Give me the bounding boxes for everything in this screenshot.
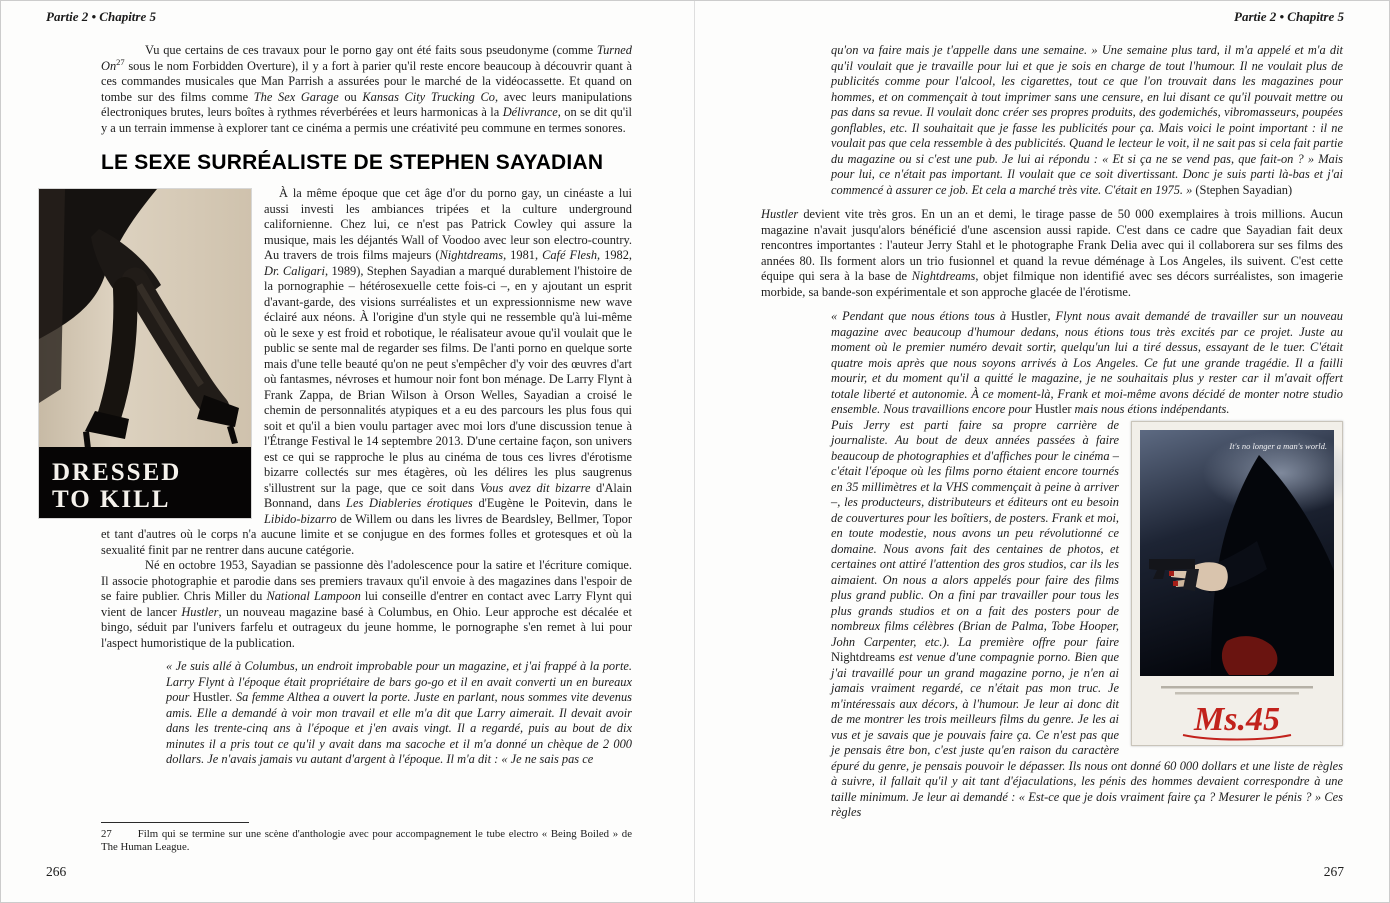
sayadian-paragraph: À la même époque que cet âge d'or du porno gay, un cinéaste a lui aussi investi les ambiances tripées et la culture underground californienne. Chez lui, ce n'est pas Patrick Cowley qui assure la musique, mais les déjantés Wall of Voodoo avec leur son electro-country. Au travers de trois films majeurs (Nightdreams, 1981, Café Flesh, 1982, Dr. Caligari, 1989), Stephen Sayadian a marqué durablement l'histoire de la pornographie – hétérosexuelle cette fois-ci –, en y ajoutant un esprit d'avant-garde, des visions surréalistes et un expressionnisme new wave éclairé aux néons. À l'origine d'un style qui ne ressemble qu'à lui-même où le sexe y est froid et robotique, le réalisateur avoue qu'il voulait que le public se sente mal de regarder ses films. De l'anti porno en quelque sorte mais d'une telle beauté qu'on ne peut s'empêcher d'y voir des œuvres d'art où fantasmes, névroses et humour noir font bon ménage. De Larry Flynt à Frank Zappa, de Brian Wilson à Orson Welles, Sayadian a croisé le chemin de personnalités atypiques et a eu des parcours les plus fous qui soit et qu'il a bien voulu partager avec moi lors d'une discussion tenue à l'Étrange Festival le 14 septembre 2013. D'une certaine façon, son univers est ce qui se rapproche le plus au cinéma de tous ces livres d'érotisme bizarre collectés sur mes étagères, où les délires les plus saugrenus s'illustrent sur la page, que ce soit dans Vous avez dit bizarre d'Alain Bonnand, dans Les Diableries érotiques d'Eugène le Poitevin, dans le Libido-bizarro de Willem ou dans les livres de Beardsley, Bellmer, Topor et tant d'autres où le corps n'a aucune limite et se conjugue en des formes folles et grotesques et où la sexualité finit par ne rentrer dans aucune catégorie. <box>101 186 633 557</box>
poster-title-ms45: Ms.45 <box>1194 700 1280 738</box>
quote-text: « Je suis allé à Columbus, un endroit improbable pour un magazine, et j'ai frappé à la porte. Larry Flynt à l'époque était propriétaire de bars go-go et il en avait converti un en bureaux pour Hustler. Sa femme Althea a ouvert la porte. Juste en parlant, nous sommes vite devenus amis. Elle a demandé à voir mon travail et elle m'a dit que Larry aimerait. Il devait avoir dans les trente-cinq ans à l'époque et j'en avais vingt. Il a regardé, puis au bout de dix minutes il a pris tout ce qu'il y avait dans ma sacoche et il m'a donné un chèque de 2 000 dollars. Je n'avais jamais vu autant d'argent à l'époque. Il m'a dit : « Je ne sais pas ce <box>166 659 632 766</box>
hustler-paragraph: Hustler devient vite très gros. En un an et demi, le tirage passe de 50 000 exemplaires à trois millions. Aucun magazine n'avait jusqu'alors bénéficié d'une ascension aussi rapide. C'est dans ce cadre que Sayadian fait deux rencontres importantes : l'auteur Jerry Stahl et le photographe Frank Delia avec qui il collaborera sur ses films des années 80. Ils forment alors un trio fusionnel et quand la revue déménage à Los Angeles, ils suivent. C'est cette équipe qui sera à la base de Nightdreams, objet filmique non identifié avec ses décors surréalistes, son imagerie morbide, sa bande-son expérimentale et son approche glacée de l'érotisme. <box>761 207 1343 299</box>
poster-ms45 <box>1131 421 1343 746</box>
right-page-body <box>761 43 1343 821</box>
sayadian-quote-2 <box>831 309 1343 821</box>
dressed-to-kill-poster-image <box>39 189 251 518</box>
page-number-right: 267 <box>1323 864 1344 879</box>
sayadian-quote-1 <box>166 659 632 768</box>
bio-paragraph: Né en octobre 1953, Sayadian se passionne dès l'adolescence pour la satire et l'écriture comique. Il associe photographie et parodie dans ses premiers travaux qu'il envoie à des magazines dans l'espoir de se faire publier. Chris Miller du National Lampoon lui conseille d'entrer en contact avec Larry Flynt qui vient de lancer Hustler, un nouveau magazine basé à Columbus, en Ohio. Leur approche est décalée et bingo, séduit par l'univers farfelu et outrageux du jeune homme, le pornographe s'en remet à lui pour l'aspect humoristique de la publication. <box>101 558 632 650</box>
footnote-number: 27 <box>101 827 112 840</box>
poster-dressed-to-kill <box>39 189 251 518</box>
page-number-left: 266 <box>46 864 67 879</box>
running-head-left: Partie 2 • Chapitre 5 <box>46 9 156 24</box>
intro-paragraph: Vu que certains de ces travaux pour le porno gay ont été faits sous pseudonyme (comme Turned On$^{27}$ sous le nom Forbidden Overture), il y a fort à parier qu'il reste encore beaucoup à découvrir quant à ces commandes musicales que Man Parrish a assurées pour le marché de la vidéocassette. Et quand on tombe sur des films comme The Sex Garage ou Kansas City Trucking Co, avec leurs manipulations électroniques brutes, leurs boîtes à rythmes réverbérées et leurs harmonicas à la Délivrance, on se dit qu'il y a un terrain immense à explorer tant ce cinéma a permis une créativité peu commune en termes sonores. <box>101 43 632 135</box>
footnote-area <box>101 816 632 854</box>
poster-title-line1: DRESSED <box>52 459 182 486</box>
footnote-text: Film qui se termine sur une scène d'anthologie avec pour accompagnement le tube electro « Being Boiled » de The Human League. <box>101 827 632 853</box>
page-right <box>695 1 1389 902</box>
quote-2-part-1: « Pendant que nous étions tous à Hustler, Flynt nous avait demandé de travailler sur un nouveau magazine avec beaucoup d'humour dedans, nous étions tous très excités par ce projet. Juste au moment où le premier numéro devait sortir, quelqu'un lui a tiré dessus, essayant de le tuer. C'était quatre mois après que nous soyons arrivés à Los Angeles. Ce fut une grande tragédie. Il a failli mourir, et du moment qu'il a quitté le magazine, je ne souhaitais plus y rester car il m'avait offert totale liberté et autonomie. À ce moment-là, Frank et moi-même avons décidé de monter notre studio ensemble. Nous travaillions encore pour Hustler mais nous étions indépendants. <box>831 309 1343 416</box>
poster-title-line2: TO KILL <box>52 486 171 513</box>
left-page-body <box>52 43 633 768</box>
quote-continuation: qu'on va faire mais je t'appelle dans une semaine. » Une semaine plus tard, il m'a appelé et m'a dit qu'il voulait que je travaille pour lui et que je sois en charge de tout l'humour. Il ne voulait plus de publicités comme pour l'alcool, les cigarettes, tout ce que l'on trouvait dans les magazines pour hommes, et on commençait à tout imprimer sans une censure, en lui disant ce qu'il pouvait mettre ou pas dans sa revue. Il voulait donc créer ses propres produits, des godemichés, vibromasseurs, poupées gonflables, etc. Il souhaitait que je fasse les publicités pour ça. Mais voici le point important : il ne voulait pas que cela ressemble à des publicités. Quand le lecteur le voit, il ne sait pas si cela fait partie du magazine ou si c'est une pub. Je lui ai répondu : « Et si ça ne se vend pas, que fait-on ? » Mais pour lui, ce n'était pas important. Il voulait que ce soit divertissant. Donc je suis parti là-bas et j'ai commencé à assurer ce job. Et cela a marché très vite. C'était en 1975. » (Stephen Sayadian) <box>831 43 1343 197</box>
footnote-rule <box>101 822 249 823</box>
quote-2-part-2: Puis Jerry est parti faire sa propre carrière de journaliste. Au bout de deux années passées à faire beaucoup de photographies et d'affiches pour le cinéma – c'était l'époque où les films porno étaient encore tournés en 35 millimètres et la VHS commençait à peine à arriver –, les producteurs, distributeurs et éditeurs ont eu besoin de couvertures pour les boîtiers, de posters. Frank et moi, en toute modestie, nous avons un peu révolutionné ce domaine. Nous avons fait des centaines de photos, et certaines ont attiré l'attention des gros studios, car ils les aimaient. On nous a alors appelés pour faire des films plus grand public. On a fini par travailler pour tous les plus grands studios et on a fait des posters pour de nombreux films célèbres (Brian de Palma, Tobe Hooper, John Carpenter, etc.). La première offre pour faire Nightdreams est venue d'une compagnie porno. Bien que j'ai travaillé pour un grand magazine porno, je n'en ai jamais vraiment regardé, ce n'était pas mon truc. Je m'intéressais aux décors, à l'humour. Je leur ai donc dit de me montrer les trois meilleurs films du genre. Je les ai vus et je savais que je pouvais faire ça. Ce n'est pas que je pensais être bon, c'est juste qu'en raison du caractère épuré du genre, je pensais pouvoir le dépasser. Ils nous ont donné 60 000 dollars et une liste de règles à suivre, il fallait qu'il y ait tant d'éjaculations, les pénis des hommes devaient correspondre à une taille minimum. Je leur ai demandé : « Est-ce que je dois vraiment faire ça ? Mesurer le pénis ? » Ces règles <box>831 417 1343 819</box>
poster-tagline: It's no longer a man's world. <box>1229 440 1327 451</box>
hand <box>1193 562 1228 591</box>
page-left <box>1 1 695 902</box>
footnote <box>101 828 632 854</box>
ms45-poster-image <box>1131 421 1343 746</box>
running-head-right: Partie 2 • Chapitre 5 <box>1234 9 1344 24</box>
section-heading: LE SEXE SURRÉALISTE DE STEPHEN SAYADIAN <box>101 151 604 174</box>
